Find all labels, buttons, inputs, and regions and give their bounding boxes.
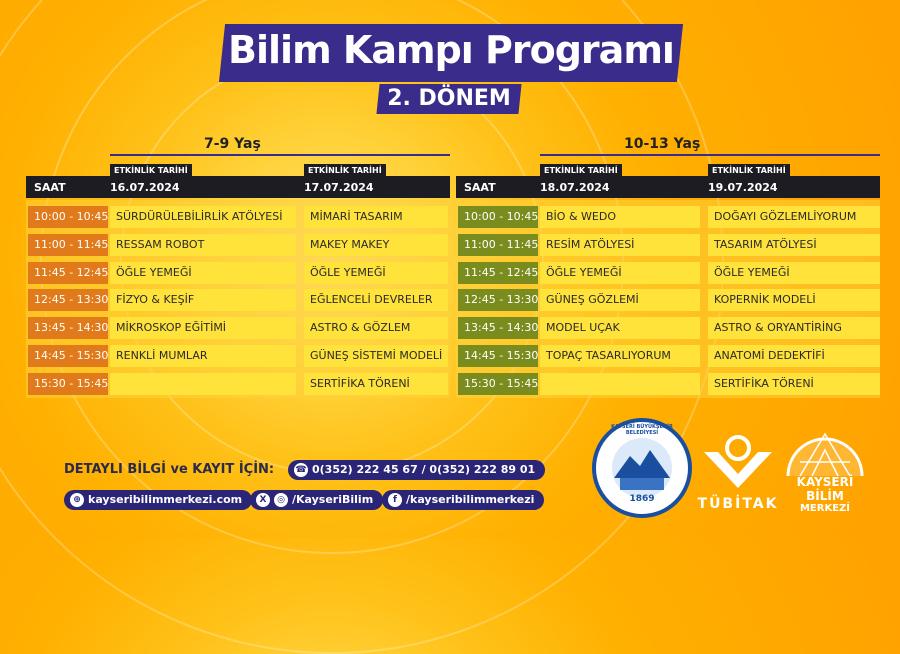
kbm-logo (780, 420, 870, 520)
event-cell (540, 373, 700, 395)
event-cell: TASARIM ATÖLYESİ (708, 234, 880, 256)
event-cell: ASTRO & ORYANTİRİNG (708, 317, 880, 339)
time-cell: 14:45 - 15:30 (458, 345, 538, 367)
column-header-time: SAAT (34, 181, 66, 194)
table-header (26, 176, 450, 198)
event-cell: MAKEY MAKEY (304, 234, 448, 256)
time-cell: 11:45 - 12:45 (458, 262, 538, 284)
time-cell: 15:30 - 15:45 (458, 373, 538, 395)
municipality-name: KAYSERİ BÜYÜKŞEHİR BELEDİYESİ (611, 424, 673, 436)
table-header (456, 176, 880, 198)
date-tag: ETKİNLİK TARİHİ (304, 164, 386, 177)
event-cell: FİZYO & KEŞİF (110, 289, 296, 311)
age-group-underline (110, 154, 450, 156)
age-group-label: 10-13 Yaş (624, 136, 701, 152)
date-tag: ETKİNLİK TARİHİ (540, 164, 622, 177)
event-cell: SÜRDÜRÜLEBİLİRLİK ATÖLYESİ (110, 206, 296, 228)
event-cell: ASTRO & GÖZLEM (304, 317, 448, 339)
event-cell: MİKROSKOP EĞİTİMİ (110, 317, 296, 339)
age-group-label: 7-9 Yaş (204, 136, 261, 152)
kbm-line2: BİLİM (806, 489, 844, 503)
event-cell: SERTİFİKA TÖRENİ (708, 373, 880, 395)
time-cell: 10:00 - 10:45 (458, 206, 538, 228)
kbm-line1: KAYSERİ (796, 475, 854, 489)
event-cell: GÜNEŞ SİSTEMİ MODELİ (304, 345, 448, 367)
tubitak-logo (697, 430, 779, 520)
x-icon: X (256, 493, 270, 507)
event-cell: ÖĞLE YEMEĞİ (304, 262, 448, 284)
event-cell: ÖĞLE YEMEĞİ (540, 262, 700, 284)
column-header-date: 17.07.2024 (304, 181, 374, 194)
time-cell: 13:45 - 14:30 (28, 317, 108, 339)
time-cell: 14:45 - 15:30 (28, 345, 108, 367)
website-pill[interactable] (64, 490, 252, 510)
event-cell: SERTİFİKA TÖRENİ (304, 373, 448, 395)
social-pill-x-instagram[interactable] (250, 490, 383, 510)
kbm-line3: MERKEZİ (799, 503, 851, 514)
phone-number: 0(352) 222 45 67 / 0(352) 222 89 01 (312, 463, 536, 476)
facebook-icon: f (388, 493, 402, 507)
social-pill-facebook[interactable] (382, 490, 544, 510)
website-link[interactable]: kayseribilimmerkezi.com (88, 493, 243, 506)
instagram-icon: ◎ (274, 493, 288, 507)
event-cell: RESİM ATÖLYESİ (540, 234, 700, 256)
event-cell: ÖĞLE YEMEĞİ (708, 262, 880, 284)
age-group-underline (540, 154, 880, 156)
time-cell: 11:00 - 11:45 (28, 234, 108, 256)
page-title: Bilim Kampı Programı (228, 28, 674, 72)
column-header-time: SAAT (464, 181, 496, 194)
municipality-year: 1869 (629, 494, 655, 504)
tubitak-name: TÜBİTAK (697, 496, 779, 512)
phone-icon: ☎ (295, 465, 307, 475)
social-handle-1[interactable]: /KayseriBilim (292, 493, 374, 506)
event-cell: RESSAM ROBOT (110, 234, 296, 256)
page-subtitle: 2. DÖNEM (387, 86, 511, 111)
event-cell: EĞLENCELİ DEVRELER (304, 289, 448, 311)
phone-pill[interactable] (288, 460, 545, 480)
column-header-date: 18.07.2024 (540, 181, 610, 194)
event-cell: MİMARİ TASARIM (304, 206, 448, 228)
event-cell: ÖĞLE YEMEĞİ (110, 262, 296, 284)
event-cell: RENKLİ MUMLAR (110, 345, 296, 367)
date-tag: ETKİNLİK TARİHİ (708, 164, 790, 177)
time-cell: 12:45 - 13:30 (28, 289, 108, 311)
event-cell: BİO & WEDO (540, 206, 700, 228)
time-cell: 15:30 - 15:45 (28, 373, 108, 395)
time-cell: 12:45 - 13:30 (458, 289, 538, 311)
column-header-date: 16.07.2024 (110, 181, 180, 194)
event-cell: MODEL UÇAK (540, 317, 700, 339)
time-cell: 10:00 - 10:45 (28, 206, 108, 228)
event-cell: ANATOMİ DEDEKTİFİ (708, 345, 880, 367)
event-cell: DOĞAYI GÖZLEMLİYORUM (708, 206, 880, 228)
municipality-logo (592, 418, 692, 518)
social-handle-2[interactable]: /kayseribilimmerkezi (406, 493, 535, 506)
column-header-date: 19.07.2024 (708, 181, 778, 194)
event-cell (110, 373, 296, 395)
time-cell: 13:45 - 14:30 (458, 317, 538, 339)
date-tag: ETKİNLİK TARİHİ (110, 164, 192, 177)
info-label: DETAYLI BİLGİ ve KAYIT İÇİN: (64, 462, 275, 477)
event-cell: GÜNEŞ GÖZLEMİ (540, 289, 700, 311)
globe-icon: ⊕ (70, 493, 84, 507)
event-cell: KOPERNİK MODELİ (708, 289, 880, 311)
time-cell: 11:00 - 11:45 (458, 234, 538, 256)
time-cell: 11:45 - 12:45 (28, 262, 108, 284)
event-cell: TOPAÇ TASARLIYORUM (540, 345, 700, 367)
